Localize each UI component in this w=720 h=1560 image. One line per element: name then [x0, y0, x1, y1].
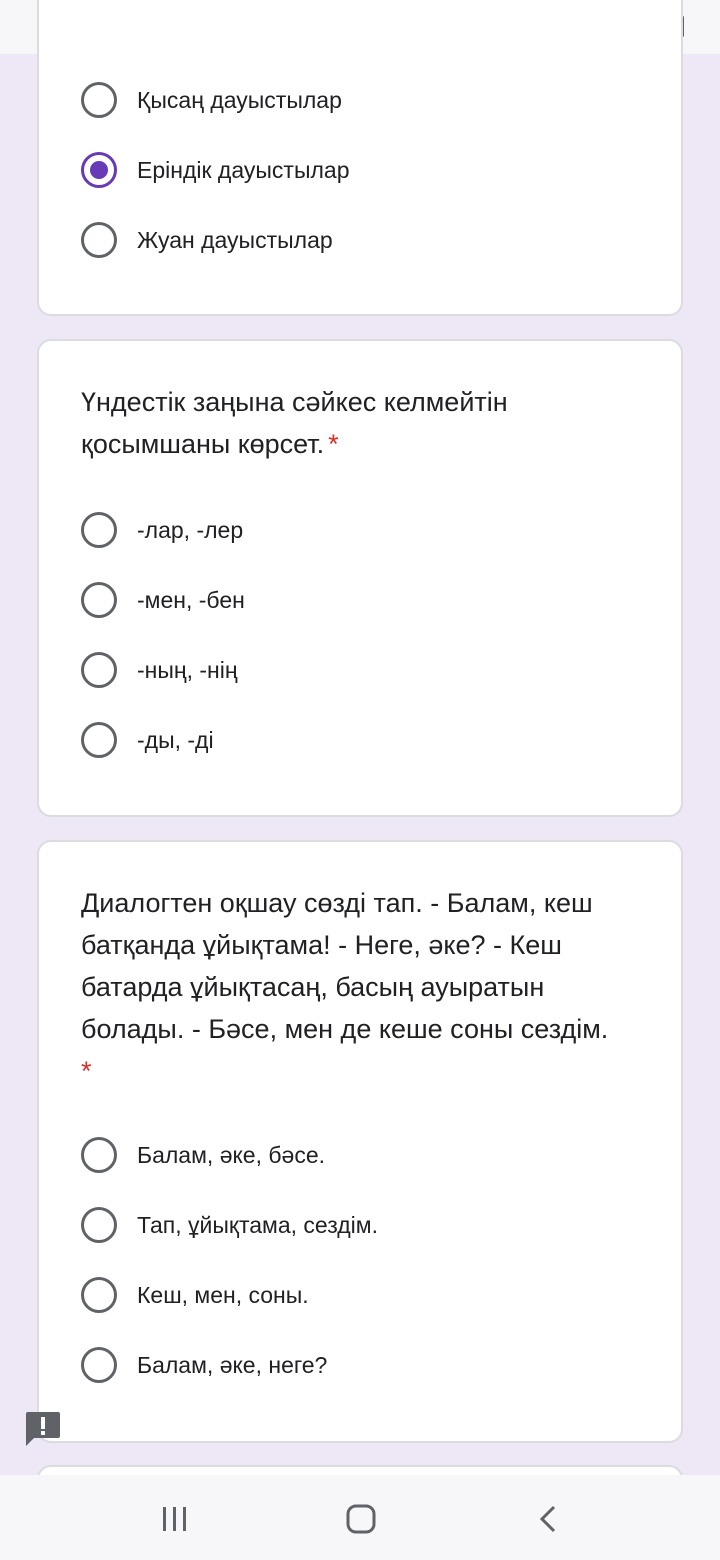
radio-option[interactable]: [81, 650, 238, 690]
question-title: [81, 882, 651, 1092]
radio-option[interactable]: [81, 720, 214, 760]
question-text: Диалогтен оқшау сөзді тап. - Балам, кеш батқанда ұйықтама! - Неге, әке? - Кеш батарда ұйықтасаң, басың ауыратын болады. - Бәсе, мен де кеше соны сездім.: [81, 888, 609, 1044]
radio-button[interactable]: [81, 1347, 117, 1383]
radio-option[interactable]: [81, 1205, 378, 1245]
option-label: -ды, -ді: [137, 726, 214, 753]
radio-button[interactable]: [81, 722, 117, 758]
radio-button[interactable]: [81, 582, 117, 618]
question-card: [37, 840, 683, 1443]
option-label: -лар, -лер: [137, 516, 244, 543]
option-label: Тап, ұйықтама, сездім.: [137, 1211, 378, 1238]
radio-option[interactable]: [81, 1275, 309, 1315]
required-asterisk: *: [81, 1056, 92, 1086]
option-label: Қысаң дауыстылар: [137, 86, 342, 113]
radio-button[interactable]: [81, 512, 117, 548]
radio-button[interactable]: [81, 222, 117, 258]
back-icon[interactable]: [529, 1499, 569, 1539]
question-title: [81, 381, 651, 465]
radio-option[interactable]: [81, 220, 333, 260]
question-card: [37, 0, 683, 316]
option-label: -ның, -нің: [137, 656, 238, 683]
radio-button[interactable]: [81, 82, 117, 118]
radio-button-checked[interactable]: [81, 152, 117, 188]
radio-button[interactable]: [81, 1207, 117, 1243]
radio-option[interactable]: [81, 1135, 325, 1175]
radio-button[interactable]: [81, 1277, 117, 1313]
radio-option[interactable]: [81, 510, 243, 550]
option-label: Еріндік дауыстылар: [137, 156, 350, 183]
required-asterisk: *: [328, 429, 339, 459]
question-text: Үндестік заңына сәйкес келмейтін қосымшаны көрсет.: [81, 387, 508, 459]
navigation-bar: [0, 1475, 720, 1560]
option-label: Балам, әке, неге?: [137, 1351, 328, 1378]
question-card: [37, 339, 683, 817]
radio-option[interactable]: [81, 580, 245, 620]
option-label: Кеш, мен, соны.: [137, 1281, 309, 1308]
option-label: Балам, әке, бәсе.: [137, 1141, 326, 1168]
radio-button[interactable]: [81, 1137, 117, 1173]
radio-option[interactable]: [81, 1345, 327, 1385]
report-icon[interactable]: [24, 1410, 62, 1448]
recent-apps-icon[interactable]: [155, 1499, 195, 1539]
radio-button[interactable]: [81, 652, 117, 688]
option-label: Жуан дауыстылар: [137, 226, 333, 253]
radio-option[interactable]: [81, 80, 342, 120]
radio-option-selected[interactable]: [81, 150, 349, 190]
home-icon[interactable]: [341, 1499, 381, 1539]
option-label: -мен, -бен: [137, 586, 245, 613]
